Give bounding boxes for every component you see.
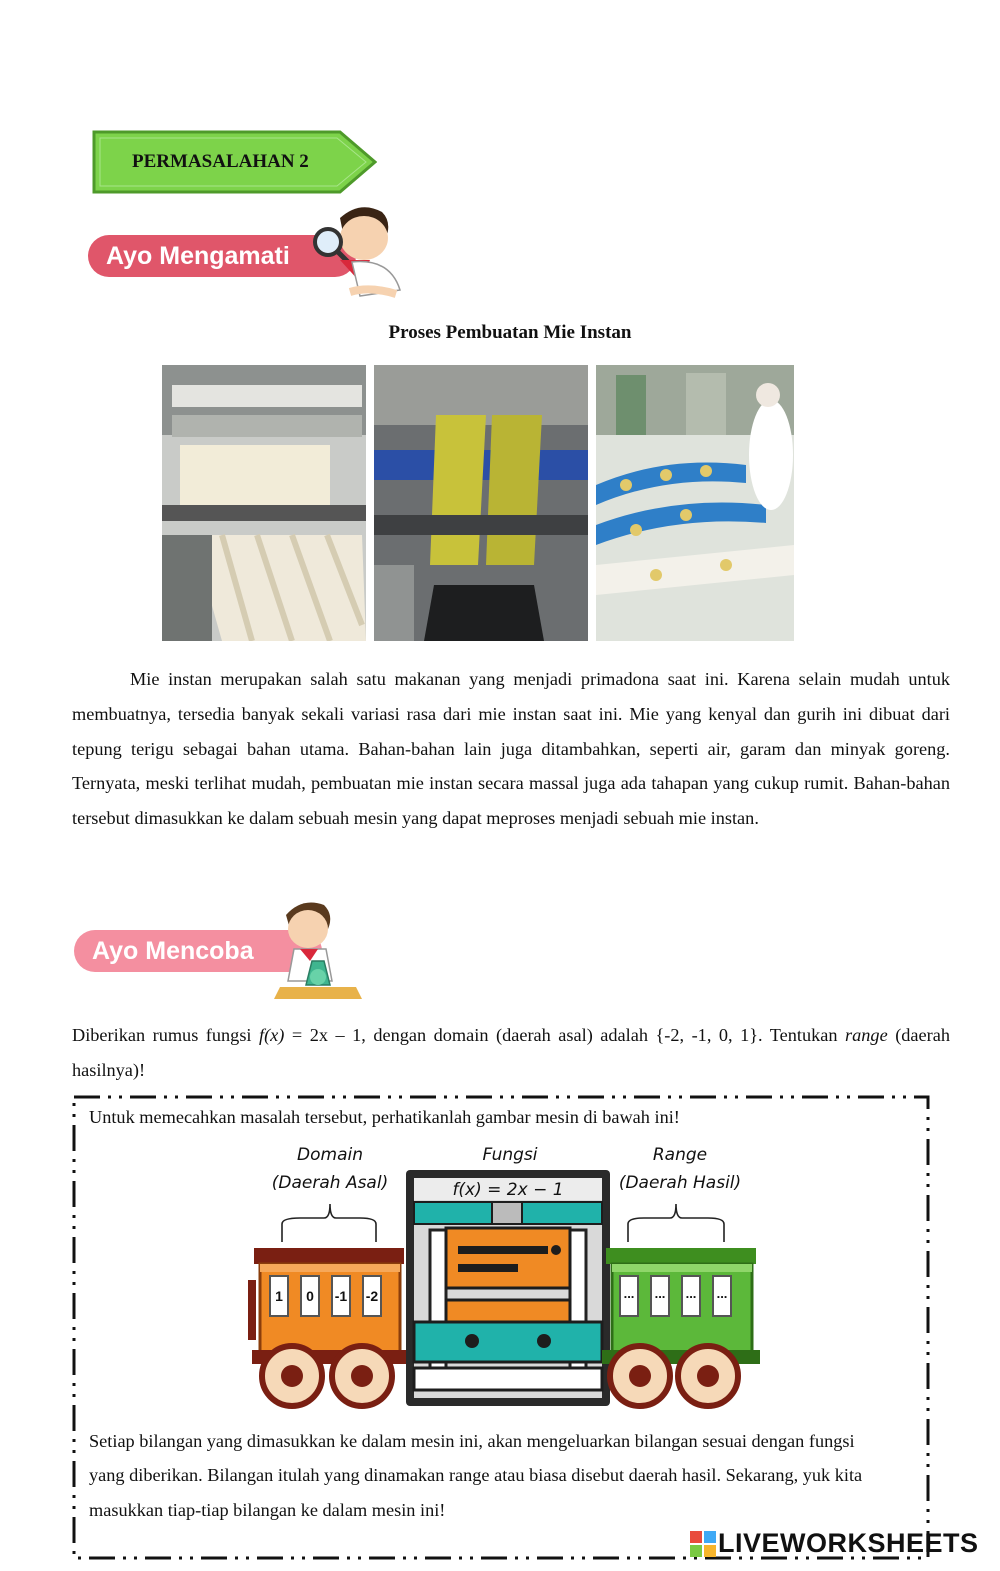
domain-brace bbox=[282, 1204, 376, 1242]
problem-text-2: = 2x – 1, dengan domain (daerah asal) adalah {-2, -1, 0, 1}. Tentukan bbox=[284, 1025, 846, 1045]
photo-strip bbox=[162, 365, 794, 641]
section-observe-label: Ayo Mengamati bbox=[88, 235, 356, 277]
domain-value: 0 bbox=[306, 1288, 314, 1304]
caption-text: Proses Pembuatan Mie Instan bbox=[388, 322, 632, 343]
liveworksheets-wordmark: LIVEWORKSHEETS bbox=[718, 1528, 979, 1558]
noodle-machine-photo bbox=[162, 365, 366, 641]
boy-experiment-icon bbox=[272, 895, 362, 1003]
function-machine-diagram bbox=[240, 1140, 760, 1415]
domain-car bbox=[248, 1248, 412, 1406]
noodle-sheet-photo bbox=[374, 365, 588, 641]
range-value: ... bbox=[685, 1286, 697, 1301]
function-notation: f(x) bbox=[259, 1025, 285, 1045]
problem-text-1: Diberikan rumus fungsi bbox=[72, 1025, 260, 1045]
liveworksheets-logo[interactable] bbox=[690, 1526, 990, 1560]
problem-statement bbox=[72, 1018, 950, 1088]
range-value: ... bbox=[654, 1286, 666, 1301]
function-machine bbox=[406, 1170, 610, 1406]
box-intro-text: Untuk memecahkan masalah tersebut, perhatikanlah gambar mesin di bawah ini! bbox=[89, 1107, 680, 1127]
domain-value: -2 bbox=[365, 1288, 379, 1304]
banner-label: PERMASALAHAN 2 bbox=[132, 151, 309, 172]
range-brace bbox=[628, 1204, 724, 1242]
domain-value: 1 bbox=[275, 1288, 283, 1304]
range-subtitle: (Daerah Hasil) bbox=[618, 1173, 742, 1193]
conveyor-line-photo bbox=[596, 365, 794, 641]
box-closing-text: Setiap bilangan yang dimasukkan ke dalam mesin ini, akan mengeluarkan bilangan sesuai dengan fungsi yang diberikan. Bilangan itulah yang dinamakan range atau biasa disebut daerah hasil. Sekarang, yuk kita masukkan tiap-tiap bilangan ke dalam mesin ini! bbox=[89, 1431, 863, 1520]
function-formula: f(x) = 2x − 1 bbox=[452, 1180, 564, 1200]
domain-title: Domain bbox=[297, 1145, 363, 1165]
section-try-label: Ayo Mencoba bbox=[74, 930, 322, 972]
range-title: Range bbox=[652, 1145, 708, 1165]
photo-caption bbox=[0, 322, 1000, 344]
function-title: Fungsi bbox=[482, 1145, 538, 1165]
range-value: ... bbox=[623, 1286, 635, 1301]
domain-subtitle: (Daerah Asal) bbox=[271, 1173, 389, 1193]
range-word: range bbox=[845, 1025, 888, 1045]
intro-paragraph: Mie instan merupakan salah satu makanan yang menjadi primadona saat ini. Karena selain mudah untuk membuatnya, tersedia banyak sekali variasi rasa dari mie instan saat ini. Mie yang kenyal dan gurih ini dibuat dari tepung terigu sebagai bahan utama. Bahan-bahan lain juga ditambahkan, seperti air, garam dan minyak goreng. Ternyata, meski terlihat mudah, pembuatan mie instan secara massal juga ada tahapan yang cukup rumit. Bahan-bahan tersebut dimasukkan ke dalam sebuah mesin yang dapat meproses menjadi sebuah mie instan. bbox=[72, 669, 950, 829]
boy-magnifier-icon bbox=[300, 198, 410, 306]
domain-value: -1 bbox=[334, 1288, 348, 1304]
liveworksheets-icon bbox=[690, 1531, 716, 1557]
problem-banner bbox=[92, 130, 377, 194]
problem-text-3: (daerah hasilnya)! bbox=[72, 1025, 950, 1080]
range-car bbox=[602, 1248, 760, 1406]
range-value: ... bbox=[716, 1286, 728, 1301]
